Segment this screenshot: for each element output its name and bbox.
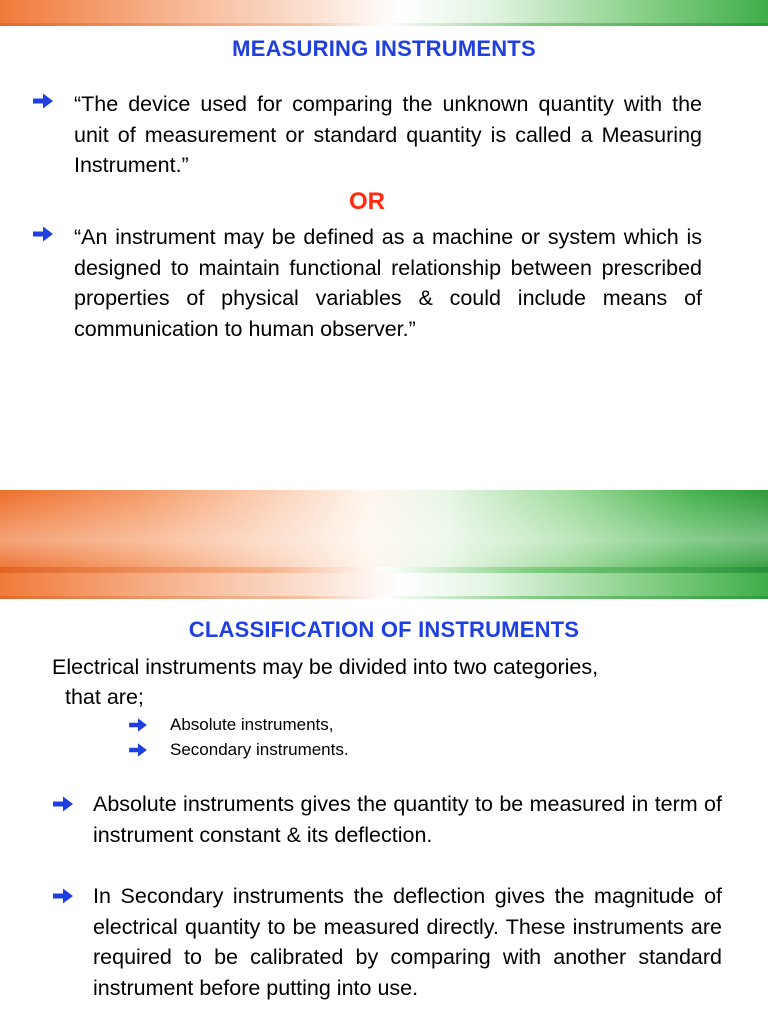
intro-line: that are;	[65, 685, 144, 709]
right-arrow-icon	[52, 795, 74, 813]
slide-classification	[0, 573, 768, 1024]
or-separator: OR	[349, 188, 385, 215]
slide-title: CLASSIFICATION OF INSTRUMENTS	[188, 617, 580, 642]
header-band	[0, 0, 768, 26]
right-arrow-icon	[128, 742, 148, 758]
slide-title: MEASURING INSTRUMENTS	[232, 36, 536, 61]
secondary-instruments-paragraph: In Secondary instruments the deflection gives the magnitude of electrical quantity to be measured directly. These instruments are required to be calibrated by comparing with another standard instrument before putting into use.	[93, 884, 722, 1000]
right-arrow-icon	[52, 887, 74, 905]
definition-paragraph: “The device used for comparing the unknown quantity with the unit of measurement or standard quantity is called a Measuring Instrument.”	[74, 92, 702, 177]
right-arrow-icon	[128, 717, 148, 733]
slide-measuring-instruments	[0, 0, 768, 488]
list-item-label: Absolute instruments,	[170, 715, 334, 734]
alternate-definition-paragraph: “An instrument may be defined as a machine or system which is designed to maintain functional relationship between prescribed properties of physical variables & could include means of communication to human observer.”	[74, 225, 702, 341]
right-arrow-icon	[32, 92, 54, 110]
intro-paragraph	[52, 652, 722, 712]
right-arrow-icon	[32, 225, 54, 243]
header-band	[0, 573, 768, 599]
slide-divider-band	[0, 490, 768, 573]
intro-line: Electrical instruments may be divided into two categories,	[52, 655, 599, 679]
list-item-label: Secondary instruments.	[170, 740, 349, 759]
absolute-instruments-paragraph: Absolute instruments gives the quantity to be measured in term of instrument constant & its deflection.	[93, 792, 722, 847]
